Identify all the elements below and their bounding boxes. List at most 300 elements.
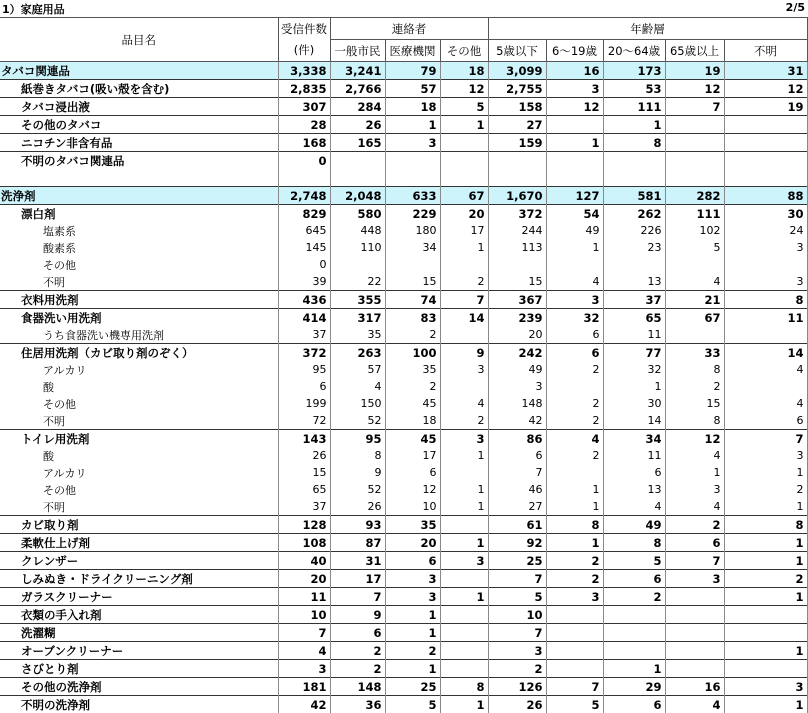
- row-value-cell: 20: [488, 326, 546, 344]
- row-value-cell: 633: [385, 187, 440, 205]
- row-value-cell: [724, 134, 807, 152]
- row-value-cell: 15: [488, 273, 546, 291]
- table-row: [0, 660, 807, 678]
- row-value-cell: 1: [724, 464, 807, 481]
- header-col-other: その他: [440, 40, 488, 62]
- row-value-cell: 5: [488, 588, 546, 606]
- row-value-cell: 30: [603, 395, 665, 412]
- table-row: [0, 326, 807, 344]
- row-item-name: 洗濯糊: [0, 624, 278, 642]
- row-value-cell: 57: [385, 80, 440, 98]
- row-value-cell: 67: [665, 309, 724, 327]
- row-value-cell: 1: [385, 660, 440, 678]
- row-value-cell: 111: [665, 205, 724, 223]
- row-value-cell: 2: [546, 447, 603, 464]
- section-title: 1）家庭用品: [2, 1, 65, 17]
- row-value-cell: 1: [546, 481, 603, 498]
- row-value-cell: [665, 326, 724, 344]
- row-value-cell: 1: [665, 464, 724, 481]
- row-value-cell: [603, 169, 665, 187]
- row-value-cell: [440, 464, 488, 481]
- row-value-cell: 14: [440, 309, 488, 327]
- row-value-cell: 5: [603, 552, 665, 570]
- row-value-cell: 3: [385, 570, 440, 588]
- row-value-cell: 143: [278, 430, 330, 448]
- row-value-cell: 7: [488, 464, 546, 481]
- row-value-cell: 159: [488, 134, 546, 152]
- row-value-cell: 372: [278, 344, 330, 362]
- row-value-cell: 53: [603, 80, 665, 98]
- row-value-cell: 93: [330, 516, 385, 534]
- row-value-cell: [546, 642, 603, 660]
- row-value-cell: 2: [440, 273, 488, 291]
- row-value-cell: 2: [546, 395, 603, 412]
- table-row: [0, 344, 807, 362]
- row-value-cell: [603, 624, 665, 642]
- row-value-cell: 199: [278, 395, 330, 412]
- row-value-cell: 148: [330, 678, 385, 696]
- row-value-cell: 436: [278, 291, 330, 309]
- row-item-name: しみぬき・ドライクリーニング剤: [0, 570, 278, 588]
- row-item-name: オーブンクリーナー: [0, 642, 278, 660]
- row-value-cell: 9: [440, 344, 488, 362]
- row-value-cell: 3: [546, 588, 603, 606]
- row-value-cell: [440, 570, 488, 588]
- header-contact-group: 連絡者: [330, 18, 488, 40]
- row-value-cell: 15: [665, 395, 724, 412]
- table-row: [0, 570, 807, 588]
- row-value-cell: 0: [278, 152, 330, 170]
- table-row: [0, 205, 807, 223]
- page-header: [0, 0, 808, 17]
- row-value-cell: 6: [603, 464, 665, 481]
- row-value-cell: [385, 169, 440, 187]
- row-value-cell: 4: [546, 273, 603, 291]
- row-value-cell: 1: [440, 534, 488, 552]
- row-value-cell: 35: [385, 516, 440, 534]
- row-value-cell: 37: [278, 498, 330, 516]
- row-value-cell: 17: [330, 570, 385, 588]
- row-value-cell: [385, 256, 440, 273]
- row-value-cell: 86: [488, 430, 546, 448]
- row-value-cell: 2: [330, 642, 385, 660]
- row-value-cell: 19: [724, 98, 807, 116]
- table-row: [0, 481, 807, 498]
- row-value-cell: 17: [385, 447, 440, 464]
- table-row: [0, 152, 807, 170]
- table-row: [0, 534, 807, 552]
- row-value-cell: 372: [488, 205, 546, 223]
- row-value-cell: 6: [278, 378, 330, 395]
- row-item-name: 不明: [0, 498, 278, 516]
- row-value-cell: 5: [665, 239, 724, 256]
- row-value-cell: 1: [440, 116, 488, 134]
- row-value-cell: 355: [330, 291, 385, 309]
- row-value-cell: 7: [546, 678, 603, 696]
- row-value-cell: 12: [385, 481, 440, 498]
- row-value-cell: 1: [440, 696, 488, 713]
- row-value-cell: 0: [278, 256, 330, 273]
- row-value-cell: 3: [385, 134, 440, 152]
- row-value-cell: 3: [440, 430, 488, 448]
- table-row: [0, 498, 807, 516]
- table-row: [0, 291, 807, 309]
- row-value-cell: 113: [488, 239, 546, 256]
- row-value-cell: 5: [440, 98, 488, 116]
- row-value-cell: [278, 169, 330, 187]
- row-value-cell: [546, 116, 603, 134]
- row-value-cell: 1: [724, 552, 807, 570]
- row-value-cell: 282: [665, 187, 724, 205]
- row-value-cell: [440, 256, 488, 273]
- row-value-cell: 1,670: [488, 187, 546, 205]
- row-value-cell: [724, 116, 807, 134]
- row-value-cell: 3,241: [330, 62, 385, 80]
- row-value-cell: 1: [385, 624, 440, 642]
- row-value-cell: 165: [330, 134, 385, 152]
- row-value-cell: 79: [385, 62, 440, 80]
- row-value-cell: 12: [440, 80, 488, 98]
- row-value-cell: 8: [603, 134, 665, 152]
- row-value-cell: [724, 169, 807, 187]
- row-value-cell: 74: [385, 291, 440, 309]
- row-value-cell: 12: [665, 430, 724, 448]
- row-value-cell: [330, 169, 385, 187]
- row-value-cell: 108: [278, 534, 330, 552]
- row-value-cell: [440, 516, 488, 534]
- row-value-cell: 2: [330, 660, 385, 678]
- row-value-cell: [546, 464, 603, 481]
- row-value-cell: [546, 660, 603, 678]
- row-value-cell: 11: [603, 447, 665, 464]
- row-item-name: ニコチン非含有品: [0, 134, 278, 152]
- row-value-cell: 61: [488, 516, 546, 534]
- row-value-cell: 8: [665, 412, 724, 430]
- row-value-cell: 23: [603, 239, 665, 256]
- row-value-cell: 35: [330, 326, 385, 344]
- row-value-cell: 7: [665, 552, 724, 570]
- row-value-cell: 1: [724, 696, 807, 713]
- row-value-cell: 92: [488, 534, 546, 552]
- row-value-cell: 3: [724, 273, 807, 291]
- table-row: [0, 256, 807, 273]
- row-item-name: 衣類の手入れ剤: [0, 606, 278, 624]
- row-value-cell: 33: [665, 344, 724, 362]
- row-value-cell: 30: [724, 205, 807, 223]
- header-age-group: 年齢層: [488, 18, 807, 40]
- row-value-cell: 34: [603, 430, 665, 448]
- row-value-cell: 26: [330, 116, 385, 134]
- row-value-cell: 1: [724, 588, 807, 606]
- row-value-cell: 10: [278, 606, 330, 624]
- row-value-cell: 180: [385, 222, 440, 239]
- row-value-cell: 1: [385, 116, 440, 134]
- row-value-cell: [488, 152, 546, 170]
- row-value-cell: 16: [665, 678, 724, 696]
- row-value-cell: [665, 152, 724, 170]
- row-value-cell: 4: [665, 273, 724, 291]
- row-value-cell: 54: [546, 205, 603, 223]
- row-value-cell: 42: [488, 412, 546, 430]
- row-value-cell: 2: [440, 412, 488, 430]
- row-value-cell: 49: [488, 361, 546, 378]
- row-value-cell: 18: [385, 98, 440, 116]
- row-value-cell: [546, 378, 603, 395]
- row-value-cell: 4: [665, 447, 724, 464]
- row-value-cell: 18: [385, 412, 440, 430]
- row-value-cell: [603, 152, 665, 170]
- row-value-cell: [665, 169, 724, 187]
- row-value-cell: 8: [440, 678, 488, 696]
- row-value-cell: 7: [488, 570, 546, 588]
- row-value-cell: 14: [603, 412, 665, 430]
- row-value-cell: 87: [330, 534, 385, 552]
- row-value-cell: [724, 326, 807, 344]
- table-row: [0, 516, 807, 534]
- row-value-cell: 57: [330, 361, 385, 378]
- row-value-cell: 2,766: [330, 80, 385, 98]
- row-value-cell: 3: [488, 642, 546, 660]
- row-value-cell: 2: [488, 660, 546, 678]
- row-item-name: さびとり剤: [0, 660, 278, 678]
- row-value-cell: 1: [724, 498, 807, 516]
- row-value-cell: 3: [724, 447, 807, 464]
- table-row: [0, 395, 807, 412]
- row-value-cell: [724, 256, 807, 273]
- row-value-cell: 25: [488, 552, 546, 570]
- row-value-cell: 8: [724, 291, 807, 309]
- row-value-cell: [665, 588, 724, 606]
- row-value-cell: 4: [330, 378, 385, 395]
- header-col-general: 一般市民: [330, 40, 385, 62]
- row-value-cell: [665, 624, 724, 642]
- row-value-cell: 1: [724, 534, 807, 552]
- row-item-name: 漂白剤: [0, 205, 278, 223]
- row-value-cell: 46: [488, 481, 546, 498]
- header-received-unit: (件): [278, 40, 330, 62]
- row-value-cell: 263: [330, 344, 385, 362]
- row-value-cell: 239: [488, 309, 546, 327]
- row-value-cell: 2: [724, 570, 807, 588]
- row-value-cell: 29: [603, 678, 665, 696]
- row-value-cell: 127: [546, 187, 603, 205]
- row-item-name: うち食器洗い機専用洗剤: [0, 326, 278, 344]
- row-value-cell: [385, 152, 440, 170]
- row-value-cell: 52: [330, 412, 385, 430]
- row-value-cell: 150: [330, 395, 385, 412]
- row-value-cell: 6: [603, 696, 665, 713]
- header-item-name: 品目名: [0, 18, 278, 62]
- row-value-cell: 49: [603, 516, 665, 534]
- row-value-cell: 111: [603, 98, 665, 116]
- row-value-cell: 1: [440, 447, 488, 464]
- row-value-cell: 1: [546, 134, 603, 152]
- row-value-cell: 2: [385, 642, 440, 660]
- row-item-name: 柔軟仕上げ剤: [0, 534, 278, 552]
- row-item-name: 洗浄剤: [0, 187, 278, 205]
- row-value-cell: 2: [546, 361, 603, 378]
- table-row: [0, 552, 807, 570]
- row-value-cell: 3: [278, 660, 330, 678]
- row-value-cell: 13: [603, 273, 665, 291]
- row-value-cell: [330, 256, 385, 273]
- row-item-name: 住居用洗剤（カビ取り剤のぞく）: [0, 344, 278, 362]
- row-value-cell: [546, 624, 603, 642]
- row-item-name: 食器洗い用洗剤: [0, 309, 278, 327]
- row-value-cell: 8: [546, 516, 603, 534]
- row-value-cell: 168: [278, 134, 330, 152]
- row-value-cell: [440, 624, 488, 642]
- row-item-name: トイレ用洗剤: [0, 430, 278, 448]
- row-value-cell: 8: [665, 361, 724, 378]
- row-value-cell: 9: [330, 464, 385, 481]
- row-item-name: アルカリ: [0, 361, 278, 378]
- row-value-cell: 32: [546, 309, 603, 327]
- row-item-name: 酸: [0, 447, 278, 464]
- row-value-cell: 2: [546, 570, 603, 588]
- row-value-cell: 4: [724, 361, 807, 378]
- row-item-name: カビ取り剤: [0, 516, 278, 534]
- row-value-cell: 14: [724, 344, 807, 362]
- table-row: [0, 361, 807, 378]
- row-value-cell: [603, 606, 665, 624]
- row-value-cell: 4: [546, 430, 603, 448]
- row-value-cell: [665, 642, 724, 660]
- row-value-cell: 42: [278, 696, 330, 713]
- row-value-cell: 1: [603, 116, 665, 134]
- row-value-cell: 1: [603, 660, 665, 678]
- row-value-cell: [724, 606, 807, 624]
- row-value-cell: 3,338: [278, 62, 330, 80]
- row-item-name: その他: [0, 395, 278, 412]
- header-col-age-under5: 5歳以下: [488, 40, 546, 62]
- row-value-cell: 645: [278, 222, 330, 239]
- row-value-cell: 26: [488, 696, 546, 713]
- row-value-cell: 9: [330, 606, 385, 624]
- row-value-cell: 18: [440, 62, 488, 80]
- row-value-cell: [440, 642, 488, 660]
- row-value-cell: 37: [603, 291, 665, 309]
- row-value-cell: 3: [385, 588, 440, 606]
- row-value-cell: 32: [603, 361, 665, 378]
- row-value-cell: 13: [603, 481, 665, 498]
- row-value-cell: [603, 642, 665, 660]
- row-item-name: 不明のタバコ関連品: [0, 152, 278, 170]
- row-value-cell: 102: [665, 222, 724, 239]
- table-row: [0, 412, 807, 430]
- row-value-cell: [665, 134, 724, 152]
- table-row: [0, 588, 807, 606]
- row-value-cell: 2,048: [330, 187, 385, 205]
- table-row: [0, 116, 807, 134]
- row-value-cell: [440, 134, 488, 152]
- row-value-cell: 67: [440, 187, 488, 205]
- row-value-cell: [440, 152, 488, 170]
- row-value-cell: 2: [385, 326, 440, 344]
- row-value-cell: 1: [385, 606, 440, 624]
- row-value-cell: 1: [724, 642, 807, 660]
- row-value-cell: 580: [330, 205, 385, 223]
- row-value-cell: 8: [603, 534, 665, 552]
- row-item-name: ガラスクリーナー: [0, 588, 278, 606]
- row-value-cell: 1: [546, 534, 603, 552]
- row-value-cell: 145: [278, 239, 330, 256]
- row-item-name: その他: [0, 256, 278, 273]
- row-value-cell: 2: [665, 516, 724, 534]
- row-value-cell: 65: [603, 309, 665, 327]
- row-value-cell: 2: [546, 412, 603, 430]
- table-row: [0, 624, 807, 642]
- row-value-cell: 414: [278, 309, 330, 327]
- row-value-cell: 173: [603, 62, 665, 80]
- row-value-cell: 21: [665, 291, 724, 309]
- table-row: [0, 80, 807, 98]
- row-value-cell: [603, 256, 665, 273]
- row-value-cell: 6: [488, 447, 546, 464]
- row-item-name: クレンザー: [0, 552, 278, 570]
- row-value-cell: [724, 624, 807, 642]
- row-value-cell: 11: [603, 326, 665, 344]
- row-value-cell: 10: [385, 498, 440, 516]
- row-item-name: 紙巻きタバコ(吸い殻を含む): [0, 80, 278, 98]
- row-value-cell: 12: [665, 80, 724, 98]
- row-value-cell: 1: [546, 498, 603, 516]
- row-value-cell: [488, 169, 546, 187]
- row-value-cell: 1: [440, 239, 488, 256]
- row-value-cell: 4: [603, 498, 665, 516]
- table-row: [0, 187, 807, 205]
- row-value-cell: 52: [330, 481, 385, 498]
- row-value-cell: 28: [278, 116, 330, 134]
- row-value-cell: 7: [330, 588, 385, 606]
- row-value-cell: 26: [330, 498, 385, 516]
- row-value-cell: 7: [278, 624, 330, 642]
- row-value-cell: 2,755: [488, 80, 546, 98]
- row-value-cell: 367: [488, 291, 546, 309]
- row-value-cell: 244: [488, 222, 546, 239]
- row-value-cell: 27: [488, 498, 546, 516]
- row-value-cell: 83: [385, 309, 440, 327]
- table-row: [0, 447, 807, 464]
- row-item-name: その他の洗浄剤: [0, 678, 278, 696]
- row-value-cell: 7: [665, 98, 724, 116]
- row-value-cell: 49: [546, 222, 603, 239]
- row-value-cell: [724, 152, 807, 170]
- row-value-cell: [440, 378, 488, 395]
- table-row: [0, 378, 807, 395]
- header-col-age-6-19: 6～19歳: [546, 40, 603, 62]
- row-value-cell: 95: [330, 430, 385, 448]
- table-row: [0, 222, 807, 239]
- row-value-cell: [440, 326, 488, 344]
- row-value-cell: 31: [330, 552, 385, 570]
- blank-row: [0, 169, 807, 187]
- row-value-cell: 11: [278, 588, 330, 606]
- table-row: [0, 464, 807, 481]
- row-value-cell: 2: [603, 588, 665, 606]
- row-value-cell: 40: [278, 552, 330, 570]
- row-value-cell: [440, 660, 488, 678]
- row-value-cell: 6: [546, 344, 603, 362]
- row-item-name: タバコ関連品: [0, 62, 278, 80]
- row-value-cell: 2,835: [278, 80, 330, 98]
- row-value-cell: 6: [330, 624, 385, 642]
- row-value-cell: 229: [385, 205, 440, 223]
- row-item-name: 不明: [0, 412, 278, 430]
- row-value-cell: 226: [603, 222, 665, 239]
- row-value-cell: 1: [440, 588, 488, 606]
- row-value-cell: 6: [665, 534, 724, 552]
